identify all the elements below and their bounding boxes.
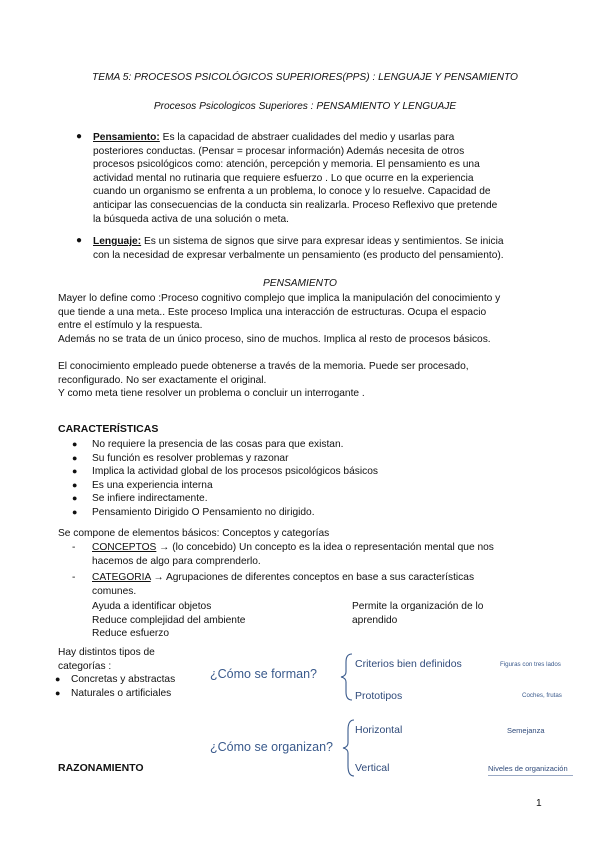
section-heading-razonamiento: RAZONAMIENTO — [58, 762, 144, 774]
bullet-icon: ● — [72, 479, 78, 490]
diagram-criterios-note: Figuras con tres lados — [500, 661, 561, 668]
bullet-icon: ● — [76, 131, 83, 142]
list-item: ● Es una experiencia interna — [72, 479, 213, 491]
bullet-icon: ● — [55, 674, 61, 684]
list-item: ● Se infiere indirectamente. — [72, 493, 208, 505]
funciones-left: Ayuda a identificar objetos Reduce complejidad del ambiente Reduce esfuerzo — [92, 601, 246, 640]
bullet-icon: ● — [76, 235, 83, 246]
funciones-right: Permite la organización de lo aprendido — [352, 601, 484, 626]
bullet-icon: ● — [72, 506, 78, 517]
bullet-icon: ● — [55, 687, 61, 698]
pensamiento-paragraph: Mayer lo define como :Proceso cognitivo complejo que implica la manipulación del conocimiento y que tiende a una meta.. Este proceso Implica una interacción de estructuras. Ocupa el espacio entre el estímulo y la respuesta. Además no se trata de un único proceso, sino de muchos. Implica al resto de procesos básicos. El conocimiento empleado puede obtenerse a través de la memoria. Puede ser procesado, reconfigurado. No ser exactamente el original. Y como meta tiene resolver un problema o concluir un interrogante . — [58, 293, 501, 400]
diagram-vertical-note: Niveles de organización — [488, 764, 568, 773]
tipos-list — [55, 673, 175, 700]
definition-term: Lenguaje: — [93, 236, 142, 247]
diagram-underline — [488, 775, 573, 776]
diagram-vertical: Vertical — [355, 762, 390, 774]
page-number: 1 — [536, 798, 542, 809]
bullet-icon: ● — [72, 452, 78, 463]
list-item: ● Pensamiento Dirigido O Pensamiento no dirigido. — [72, 506, 315, 518]
categoria-item: - CATEGORIA → Agrupaciones de diferentes conceptos en base a sus características comunes. — [72, 572, 475, 597]
diagram-prototipos: Prototipos — [355, 690, 403, 702]
bullet-icon: ● — [72, 493, 78, 504]
section-heading-caracteristicas: CARACTERÍSTICAS — [58, 423, 159, 435]
diagram-horizontal: Horizontal — [355, 724, 403, 736]
list-item: ● Concretas y abstractas — [55, 674, 176, 685]
list-item: ● Naturales o artificiales — [55, 687, 172, 699]
bullet-icon: ● — [72, 466, 78, 477]
diagram-question-forman: ¿Cómo se forman? — [210, 667, 317, 681]
document-title: TEMA 5: PROCESOS PSICOLÓGICOS SUPERIORES(PPS) : LENGUAJE Y PENSAMIENTO — [92, 72, 518, 83]
caracteristicas-list — [72, 438, 532, 520]
definition-text: Lenguaje: Es un sistema de signos que sirve para expresar ideas y sentimientos. Se inicia con la necesidad de expresar verbalmente un pensamiento (es producto del pensamiento). — [93, 236, 504, 261]
conceptos-term: CONCEPTOS — [92, 542, 157, 553]
diagram-horizontal-note: Semejanza — [507, 726, 545, 735]
list-item: ● Implica la actividad global de los procesos psicológicos básicos — [72, 466, 378, 478]
categoria-term: CATEGORIA — [92, 572, 151, 583]
definition-term: Pensamiento: — [93, 132, 160, 143]
diagram-question-organizan: ¿Cómo se organizan? — [210, 740, 333, 754]
conceptos-item: - CONCEPTOS → (lo concebido) Un concepto es la idea o representación mental que nos hacemos de algo para comprenderlo. — [72, 542, 494, 567]
tipos-intro: Hay distintos tipos de categorías : — [58, 647, 155, 672]
diagram-criterios: Criterios bien definidos — [355, 658, 462, 670]
document-subtitle: Procesos Psicologicos Superiores : PENSAMIENTO Y LENGUAJE — [153, 101, 457, 112]
list-item: ● No requiere la presencia de las cosas para que existan. — [72, 439, 344, 450]
elementos-intro: Se compone de elementos básicos: Conceptos y categorías — [58, 528, 330, 539]
definition-text: Pensamiento: Es la capacidad de abstraer cualidades del medio y usarlas para posteriores conductas. (Pensar = procesar información) Además necesita de otros procesos psicológicos como: atención, percepción y memoria. El pensamiento es una actividad mental no rutinaria que requiere esfuerzo . Lo que ocurre en la experiencia cuando un organismo se enfrenta a un problema, lo conoce y lo resuelve. Capacidad de anticipar las consecuencias de la conducta sin realizarla. Proceso Reflexivo que pretende la búsqueda activa de una solución o meta. — [93, 132, 498, 225]
diagram-prototipos-note: Coches, frutas — [522, 692, 562, 699]
section-heading-pensamiento: PENSAMIENTO — [263, 278, 337, 289]
dash-icon: - — [72, 542, 76, 553]
bullet-icon: ● — [72, 439, 78, 449]
list-item: ● Su función es resolver problemas y razonar — [72, 452, 289, 464]
dash-icon: - — [72, 572, 76, 583]
